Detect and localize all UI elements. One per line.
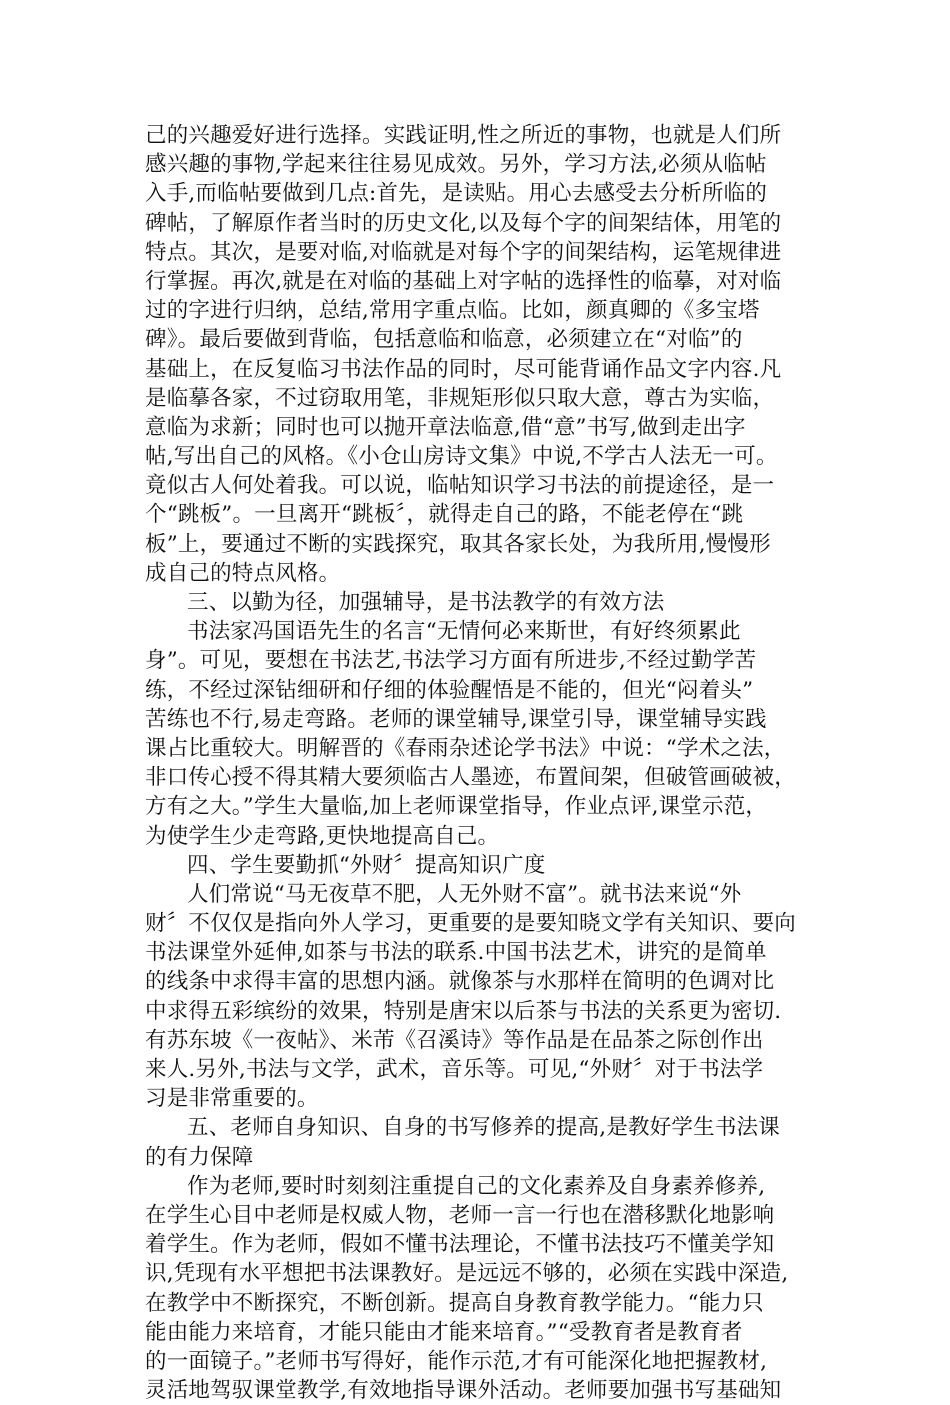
paragraph-line: 苦练也不行,易走弯路。老师的课堂辅导,课堂引导，课堂辅导实践 (145, 706, 767, 732)
paragraph-line: 个“跳板”。一旦离开“跳板〞，就得走自己的路，不能老停在“跳 (145, 502, 744, 528)
paragraph-line: 习是非常重要的。 (145, 1086, 319, 1112)
paragraph-line-indented: 书法家冯国语先生的名言“无情何必来斯世，有好终须累此 (187, 619, 741, 645)
paragraph-line: 识,凭现有水平想把书法课教好。是远远不够的，必须在实践中深造, (145, 1261, 789, 1287)
paragraph-line-indented: 五、老师自身知识、自身的书写修养的提高,是教好学生书法课 (187, 1115, 780, 1141)
paragraph-line: 为使学生少走弯路,更快地提高自己。 (145, 823, 500, 849)
paragraph-line: 身”。可见，要想在书法艺,书法学习方面有所进步,不经过勤学苦 (145, 648, 757, 674)
paragraph-line: 非口传心授不得其精大要须临古人墨迹，布置间架，但破管画破被， (145, 765, 797, 791)
paragraph-line: 在学生心目中老师是权威人物，老师一言一行也在潜移默化地影响 (145, 1202, 775, 1228)
paragraph-line: 财〞不仅仅是指向外人学习，更重要的是要知晓文学有关知识、要向 (145, 911, 797, 937)
paragraph-line-indented: 作为老师,要时时刻刻注重提自己的文化素养及自身素养修养, (187, 1173, 766, 1199)
paragraph-line: 过的字进行归纳，总结,常用字重点临。比如，颜真卿的《多宝塔 (145, 298, 760, 324)
paragraph-line: 课占比重较大。明解晋的《春雨杂述论学书法》中说：“学术之法， (145, 735, 786, 761)
paragraph-line: 感兴趣的事物,学起来往往易见成效。另外，学习方法,必须从临帖 (145, 152, 767, 178)
paragraph-line: 的有力保障 (145, 1144, 254, 1170)
paragraph-line-indented: 人们常说“马无夜草不肥，人无外财不富”。就书法来说“外 (187, 881, 742, 907)
paragraph-line: 碑》。最后要做到背临，包括意临和临意，必须建立在“对临”的 (145, 327, 743, 353)
paragraph-line: 着学生。作为老师，假如不懂书法理论，不懂书法技巧不懂美学知 (145, 1232, 775, 1258)
paragraph-line-indented: 三、以勤为径，加强辅导，是书法教学的有效方法 (187, 590, 665, 615)
paragraph-line: 是临摹各家，不过窃取用笔，非规矩形似只取大意，尊古为实临， (145, 385, 775, 411)
paragraph-line: 在教学中不断探究，不断创新。提高自身教育教学能力。“能力只 (145, 1290, 764, 1316)
paragraph-line: 方有之大。”学生大量临,加上老师课堂指导，作业点评,课堂示范， (145, 794, 768, 820)
paragraph-line: 有苏东坡《一夜帖》、米芾《召溪诗》等作品是在品茶之际创作出 (145, 1027, 764, 1053)
paragraph-line: 中求得五彩缤纷的效果，特别是唐宋以后茶与书法的关系更为密切. (145, 998, 782, 1024)
paragraph-line: 己的兴趣爱好进行选择。实践证明,性之所近的事物，也就是人们所 (145, 123, 782, 148)
paragraph-line-indented: 四、学生要勤抓“外财〞提高知识广度 (187, 852, 546, 878)
paragraph-line: 基础上，在反复临习书法作品的同时，尽可能背诵作品文字内容.凡 (145, 356, 782, 382)
paragraph-line: 帖,写出自己的风格。《小仓山房诗文集》中说,不学古人法无一可。 (145, 444, 778, 470)
paragraph-line: 特点。其次，是要对临,对临就是对每个字的间架结构，运笔规律进 (145, 239, 782, 265)
paragraph-line: 入手,而临帖要做到几点:首先，是读贴。用心去感受去分析所临的 (145, 181, 768, 207)
paragraph-line: 板”上，要通过不断的实践探究，取其各家长处，为我所用,慢慢形 (145, 531, 771, 557)
paragraph-line: 练，不经过深钻细研和仔细的体验醒悟是不能的，但光“闷着头” (145, 677, 754, 703)
paragraph-line: 成自己的特点风格。 (145, 560, 341, 586)
paragraph-line: 的线条中求得丰富的思想内涵。就像茶与水那样在简明的色调对比 (145, 969, 775, 995)
paragraph-line: 灵活地驾驭课堂教学,有效地指导课外活动。老师要加强书写基础知 (145, 1378, 782, 1404)
paragraph-line: 的一面镜子。”老师书写得好，能作示范,才有可能深化地把握教材, (145, 1348, 768, 1374)
paragraph-line: 行掌握。再次,就是在对临的基础上对字帖的选择性的临摹，对对临 (145, 268, 782, 294)
document-body (145, 121, 813, 1405)
paragraph-line: 书法课堂外延伸,如茶与书法的联系.中国书法艺术，讲究的是简单 (145, 940, 767, 966)
paragraph-line: 来人.另外,书法与文学，武术，音乐等。可见,“外财〞对于书法学 (145, 1057, 764, 1082)
paragraph-line: 竟似古人何处着我。可以说，临帖知识学习书法的前提途径，是一 (145, 473, 775, 499)
paragraph-line: 碑帖，了解原作者当时的历史文化,以及每个字的间架结体，用笔的 (145, 210, 782, 236)
paragraph-line: 意临为求新；同时也可以抛开章法临意,借“意”书写,做到走出字 (145, 414, 746, 440)
paragraph-line: 能由能力来培育，才能只能由才能来培育。”“受教育者是教育者 (145, 1319, 743, 1345)
